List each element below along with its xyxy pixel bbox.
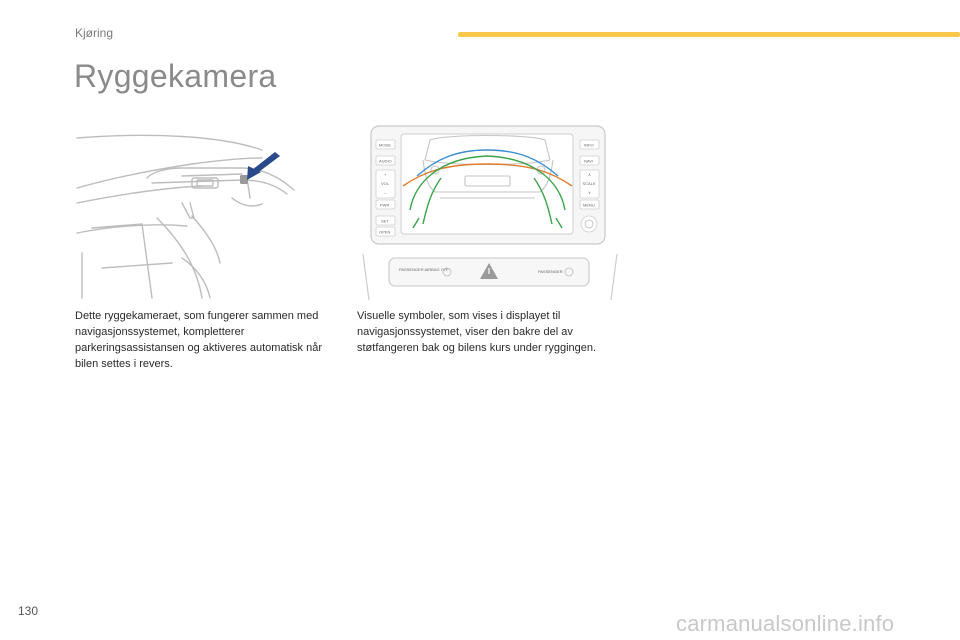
button-label: INFO [584, 142, 594, 148]
button-label: ∧ [588, 172, 591, 177]
page-title: Ryggekamera [74, 58, 277, 94]
description-left: Dette ryggekameraet, som fungerer sammen med navigasjonssystemet, kompletterer parkeringsassistansen og aktiveres automatisk når bilen settes i revers. [75, 310, 323, 370]
page-number: 130 [18, 604, 39, 618]
button-label: + [384, 172, 387, 177]
button-label: AUDIO [379, 158, 392, 164]
header-accent-bar [458, 32, 960, 37]
tailgate-camera-figure [72, 128, 322, 300]
watermark: carmanualsonline.info [676, 611, 895, 636]
display-figure [355, 120, 625, 305]
airbag-passenger-label: PASSENGER [538, 269, 563, 274]
button-label: PWR [380, 202, 390, 208]
button-label: OPEN [379, 229, 391, 235]
button-label: NAVI [584, 158, 594, 164]
button-label: MODE [379, 142, 391, 148]
button-label: SET [381, 218, 389, 224]
section-label: Kjøring [75, 26, 114, 40]
tailgate-camera-icon [72, 128, 322, 300]
button-label: ∨ [588, 190, 591, 195]
display-screen-icon [355, 120, 625, 305]
button-label: VOL [381, 181, 390, 186]
description-right: Visuelle symboler, som vises i displayet til navigasjonssystemet, viser den bakre del av støtfangeren bak og bilens kurs under ryggingen. [357, 310, 597, 354]
button-label: MENU [583, 202, 595, 208]
pointer-arrow-icon [247, 152, 280, 180]
button-label: SCALE [582, 181, 596, 186]
button-label: – [384, 190, 387, 195]
airbag-off-label: PASSENGER AIRBAG OFF [399, 267, 449, 272]
